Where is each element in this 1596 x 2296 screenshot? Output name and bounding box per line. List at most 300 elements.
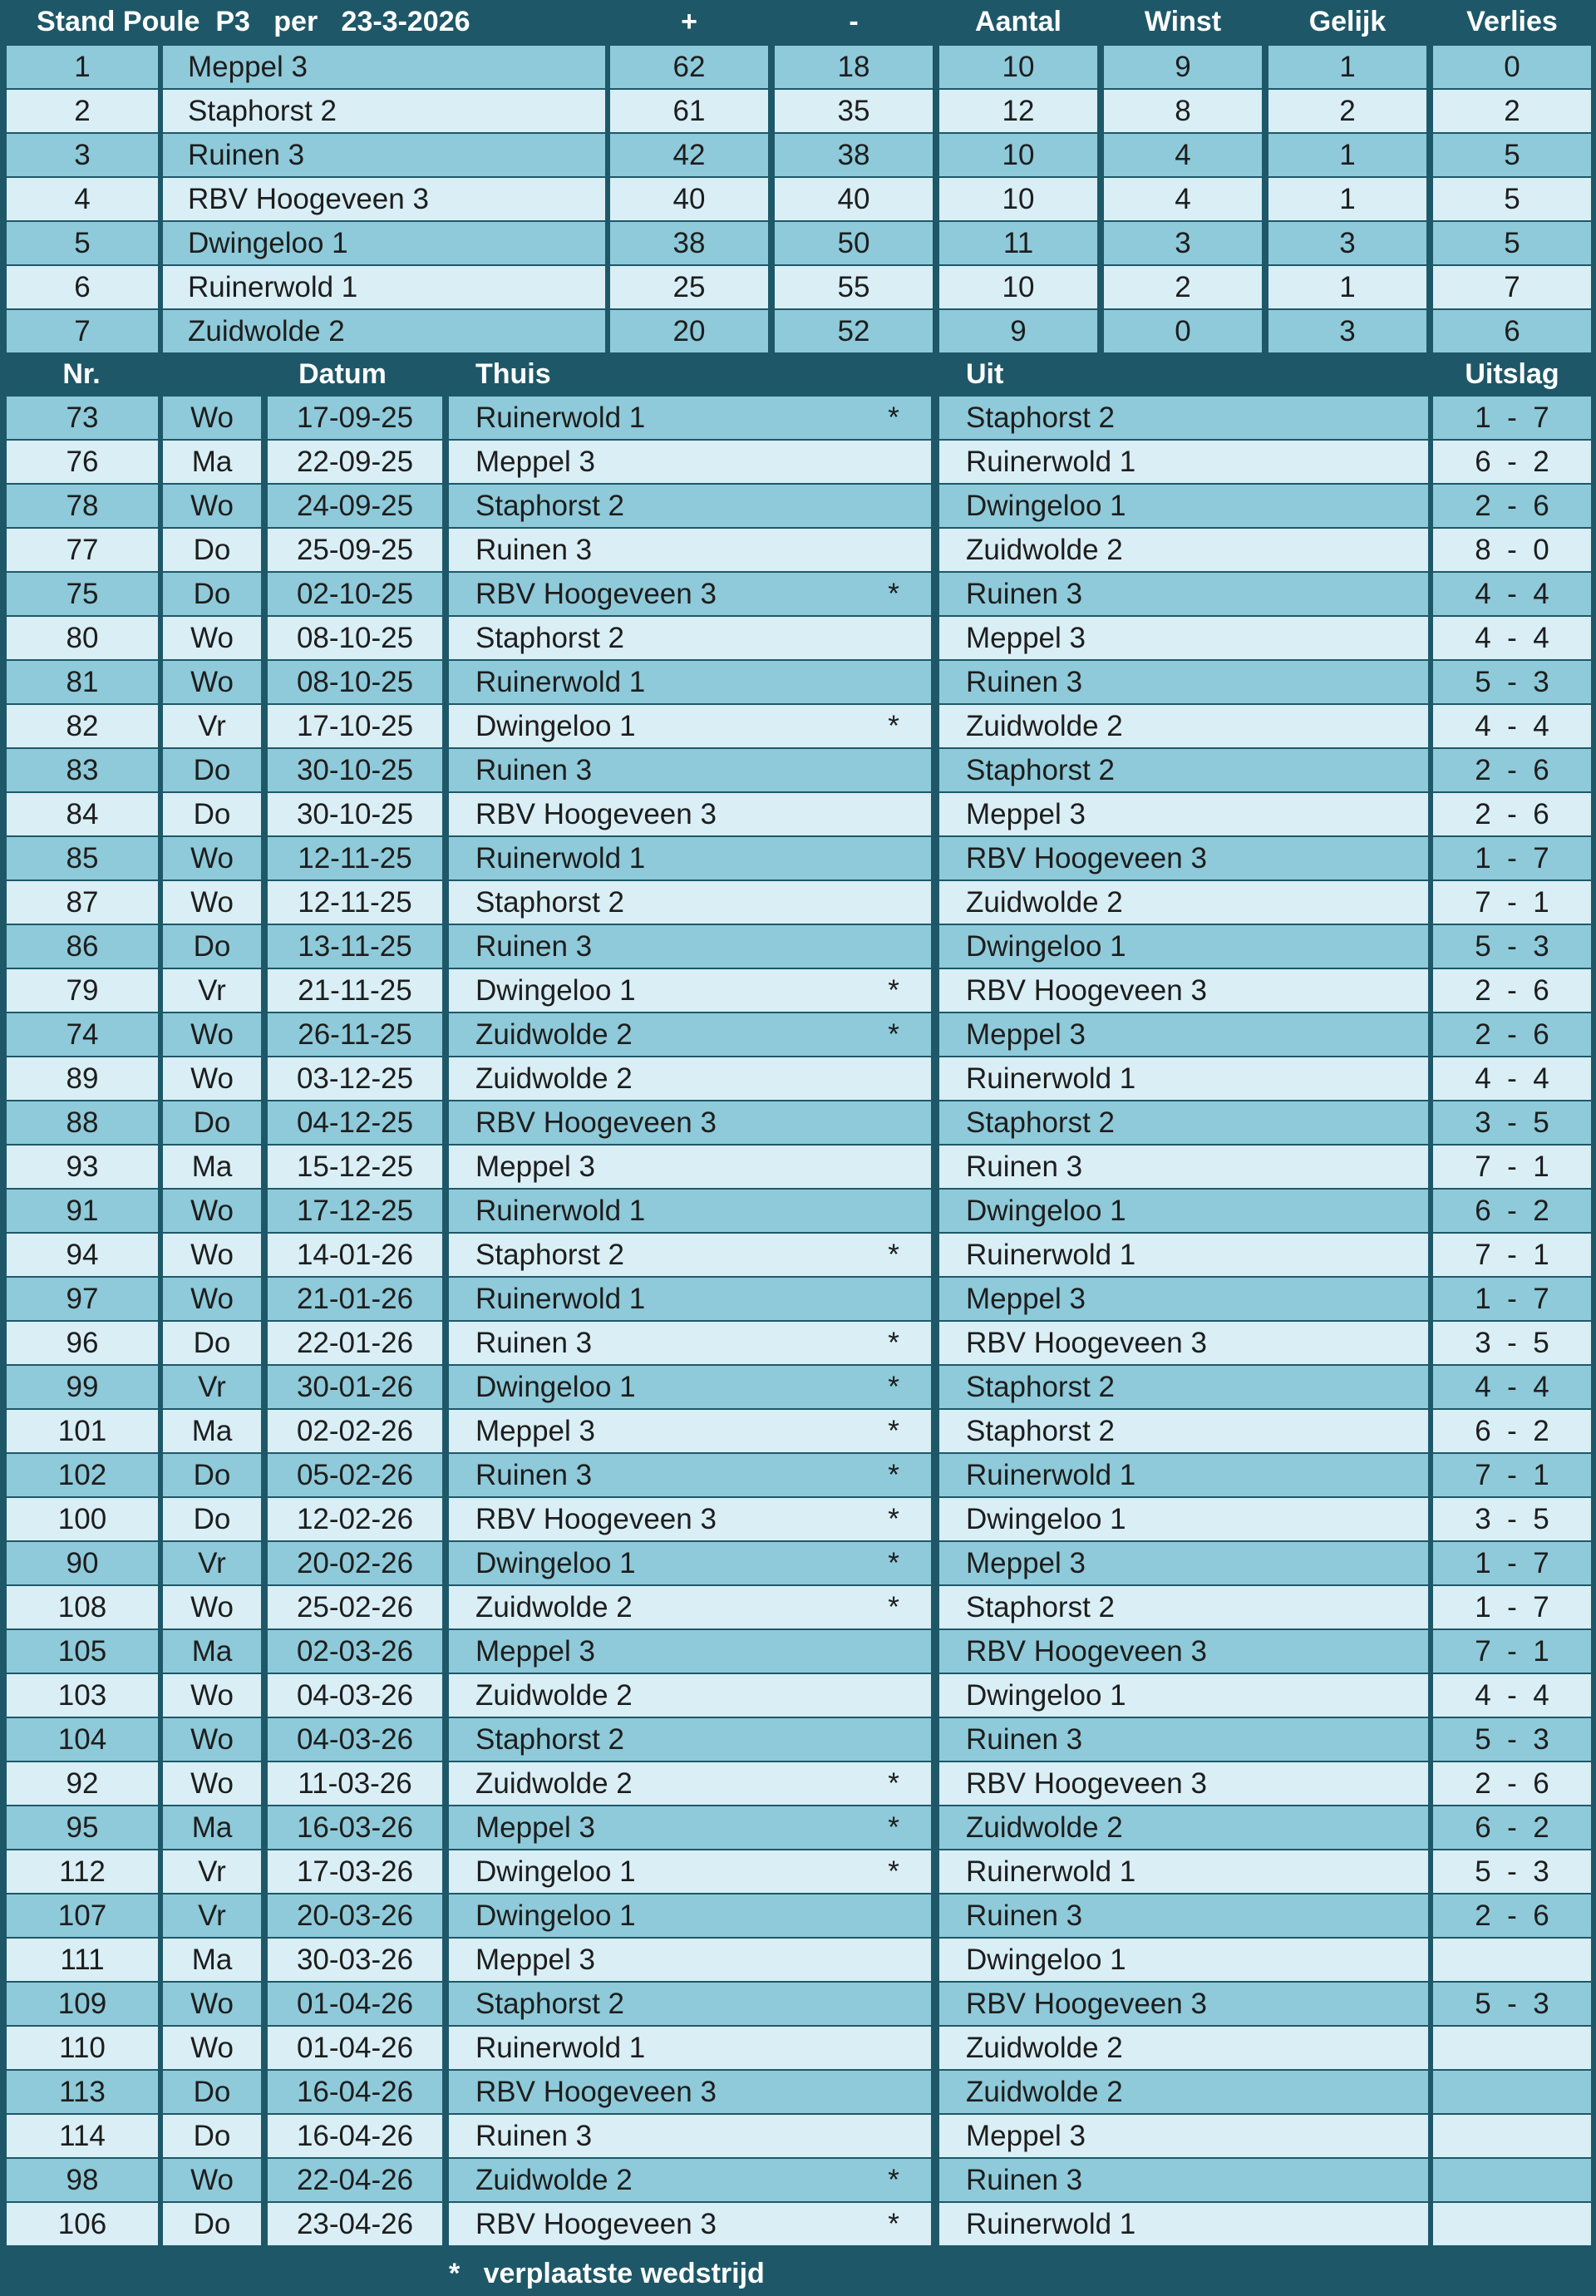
match-number: 93	[7, 1146, 158, 1188]
match-day: Wo	[163, 661, 261, 703]
header-nr: Nr.	[7, 355, 156, 394]
home-team: Meppel 3	[449, 1939, 856, 1981]
match-row	[0, 1939, 1596, 1981]
moved-marker	[856, 749, 931, 791]
points-for: 20	[610, 310, 768, 352]
match-row	[0, 529, 1596, 571]
home-team: Staphorst 2	[449, 485, 856, 527]
games-played: 10	[939, 134, 1097, 176]
away-team: Meppel 3	[939, 793, 1428, 835]
match-date: 30-10-25	[268, 749, 442, 791]
home-team: Zuidwolde 2	[449, 2159, 856, 2201]
match-number: 86	[7, 925, 158, 968]
home-team: Meppel 3	[449, 1806, 856, 1849]
match-number: 82	[7, 705, 158, 747]
points-for: 62	[610, 46, 768, 88]
games-won: 9	[1104, 46, 1262, 88]
home-team: Ruinerwold 1	[449, 397, 856, 439]
games-lost: 5	[1433, 178, 1591, 220]
match-day: Wo	[163, 1013, 261, 1056]
match-result: 3 - 5	[1433, 1322, 1591, 1364]
games-drawn: 3	[1268, 310, 1426, 352]
match-number: 84	[7, 793, 158, 835]
moved-marker	[856, 837, 931, 879]
home-team: Zuidwolde 2	[449, 1057, 856, 1100]
match-result: 6 - 2	[1433, 1806, 1591, 1849]
rank-cell: 3	[7, 134, 158, 176]
games-lost: 5	[1433, 134, 1591, 176]
games-drawn: 1	[1268, 46, 1426, 88]
match-date: 05-02-26	[268, 1454, 442, 1496]
match-result: 7 - 1	[1433, 1630, 1591, 1673]
home-team: Staphorst 2	[449, 1718, 856, 1761]
games-drawn: 1	[1268, 134, 1426, 176]
away-team: RBV Hoogeveen 3	[939, 1630, 1428, 1673]
away-team: Ruinen 3	[939, 1894, 1428, 1937]
match-row	[0, 2159, 1596, 2201]
match-row	[0, 969, 1596, 1012]
match-result: 6 - 2	[1433, 1410, 1591, 1452]
games-played: 12	[939, 90, 1097, 132]
moved-marker: *	[856, 1013, 931, 1056]
standings-row	[0, 266, 1596, 308]
match-result: 2 - 6	[1433, 969, 1591, 1012]
points-for: 40	[610, 178, 768, 220]
away-team: Meppel 3	[939, 1278, 1428, 1320]
match-result: 2 - 6	[1433, 793, 1591, 835]
home-team: Ruinerwold 1	[449, 1278, 856, 1320]
moved-marker	[856, 1939, 931, 1981]
away-team: Ruinen 3	[939, 1718, 1428, 1761]
match-number: 76	[7, 441, 158, 483]
match-row	[0, 1718, 1596, 1761]
match-date: 12-11-25	[268, 837, 442, 879]
team-name: RBV Hoogeveen 3	[163, 178, 605, 220]
games-drawn: 2	[1268, 90, 1426, 132]
match-result: 2 - 6	[1433, 485, 1591, 527]
match-number: 88	[7, 1101, 158, 1144]
match-number: 107	[7, 1894, 158, 1937]
match-number: 111	[7, 1939, 158, 1981]
moved-marker: *	[856, 1366, 931, 1408]
match-number: 105	[7, 1630, 158, 1673]
home-team: Ruinerwold 1	[449, 661, 856, 703]
match-result: 3 - 5	[1433, 1101, 1591, 1144]
points-against: 40	[775, 178, 933, 220]
games-won: 3	[1104, 222, 1262, 264]
moved-marker: *	[856, 1454, 931, 1496]
home-team: Ruinen 3	[449, 1322, 856, 1364]
match-number: 104	[7, 1718, 158, 1761]
match-day: Vr	[163, 1894, 261, 1937]
match-number: 90	[7, 1542, 158, 1584]
moved-marker: *	[856, 969, 931, 1012]
header-won: Winst	[1104, 0, 1262, 44]
match-result	[1433, 2071, 1591, 2113]
match-result: 4 - 4	[1433, 705, 1591, 747]
moved-marker	[856, 1894, 931, 1937]
moved-marker	[856, 1146, 931, 1188]
match-row	[0, 793, 1596, 835]
games-played: 9	[939, 310, 1097, 352]
standings-title: Stand Poule P3 per 23-3-2026	[0, 0, 605, 44]
match-date: 17-10-25	[268, 705, 442, 747]
games-lost: 6	[1433, 310, 1591, 352]
rank-cell: 6	[7, 266, 158, 308]
away-team: Meppel 3	[939, 617, 1428, 659]
match-day: Ma	[163, 441, 261, 483]
match-date: 30-01-26	[268, 1366, 442, 1408]
match-number: 77	[7, 529, 158, 571]
home-team: Dwingeloo 1	[449, 705, 856, 747]
match-row	[0, 1234, 1596, 1276]
home-team: Dwingeloo 1	[449, 1542, 856, 1584]
match-date: 22-01-26	[268, 1322, 442, 1364]
match-day: Do	[163, 1322, 261, 1364]
standings-row	[0, 178, 1596, 220]
away-team: RBV Hoogeveen 3	[939, 1983, 1428, 2025]
match-date: 30-10-25	[268, 793, 442, 835]
standings-header-row	[0, 0, 1596, 44]
home-team: Meppel 3	[449, 1410, 856, 1452]
match-day: Vr	[163, 1542, 261, 1584]
header-minus: -	[775, 0, 933, 44]
match-day: Do	[163, 1498, 261, 1540]
match-number: 100	[7, 1498, 158, 1540]
match-date: 03-12-25	[268, 1057, 442, 1100]
standings-row	[0, 134, 1596, 176]
moved-marker: *	[856, 1410, 931, 1452]
rank-cell: 4	[7, 178, 158, 220]
moved-marker: *	[856, 1542, 931, 1584]
match-day: Do	[163, 1101, 261, 1144]
match-day: Wo	[163, 485, 261, 527]
match-date: 04-03-26	[268, 1674, 442, 1717]
match-number: 73	[7, 397, 158, 439]
match-date: 25-02-26	[268, 1586, 442, 1628]
match-result: 5 - 3	[1433, 925, 1591, 968]
match-row	[0, 1894, 1596, 1937]
away-team: RBV Hoogeveen 3	[939, 1322, 1428, 1364]
home-team: Dwingeloo 1	[449, 1366, 856, 1408]
match-row	[0, 837, 1596, 879]
away-team: Dwingeloo 1	[939, 1190, 1428, 1232]
moved-marker	[856, 881, 931, 924]
match-result	[1433, 2159, 1591, 2201]
standings-row	[0, 222, 1596, 264]
match-result: 7 - 1	[1433, 881, 1591, 924]
match-number: 81	[7, 661, 158, 703]
rank-cell: 5	[7, 222, 158, 264]
match-result: 8 - 0	[1433, 529, 1591, 571]
match-row	[0, 881, 1596, 924]
match-date: 01-04-26	[268, 1983, 442, 2025]
match-number: 99	[7, 1366, 158, 1408]
home-team: RBV Hoogeveen 3	[449, 1498, 856, 1540]
match-row	[0, 1850, 1596, 1893]
match-result: 1 - 7	[1433, 397, 1591, 439]
match-day: Do	[163, 2071, 261, 2113]
match-day: Do	[163, 2203, 261, 2245]
games-played: 10	[939, 266, 1097, 308]
match-result	[1433, 2027, 1591, 2069]
points-against: 55	[775, 266, 933, 308]
match-row	[0, 2203, 1596, 2245]
away-team: Ruinen 3	[939, 661, 1428, 703]
moved-marker	[856, 2027, 931, 2069]
match-day: Do	[163, 529, 261, 571]
moved-marker	[856, 1278, 931, 1320]
match-day: Do	[163, 2115, 261, 2157]
away-team: Ruinen 3	[939, 573, 1428, 615]
match-result	[1433, 1939, 1591, 1981]
header-date: Datum	[268, 355, 417, 394]
home-team: Zuidwolde 2	[449, 1586, 856, 1628]
home-team: Zuidwolde 2	[449, 1674, 856, 1717]
match-date: 12-11-25	[268, 881, 442, 924]
games-lost: 0	[1433, 46, 1591, 88]
team-name: Dwingeloo 1	[163, 222, 605, 264]
match-row	[0, 1278, 1596, 1320]
match-row	[0, 661, 1596, 703]
match-day: Wo	[163, 1674, 261, 1717]
match-result: 4 - 4	[1433, 1674, 1591, 1717]
match-result: 4 - 4	[1433, 1366, 1591, 1408]
moved-marker	[856, 2071, 931, 2113]
away-team: Dwingeloo 1	[939, 485, 1428, 527]
team-name: Staphorst 2	[163, 90, 605, 132]
moved-marker: *	[856, 397, 931, 439]
games-drawn: 3	[1268, 222, 1426, 264]
away-team: Ruinerwold 1	[939, 1850, 1428, 1893]
header-result: Uitslag	[1433, 355, 1591, 394]
home-team: Dwingeloo 1	[449, 969, 856, 1012]
match-day: Vr	[163, 1366, 261, 1408]
away-team: Ruinerwold 1	[939, 1234, 1428, 1276]
team-name: Meppel 3	[163, 46, 605, 88]
match-day: Wo	[163, 1983, 261, 2025]
match-day: Do	[163, 1454, 261, 1496]
away-team: Ruinerwold 1	[939, 2203, 1428, 2245]
match-row	[0, 1101, 1596, 1144]
moved-marker: *	[856, 1762, 931, 1805]
match-number: 114	[7, 2115, 158, 2157]
match-date: 16-04-26	[268, 2071, 442, 2113]
home-team: Meppel 3	[449, 1146, 856, 1188]
match-number: 87	[7, 881, 158, 924]
away-team: Meppel 3	[939, 1013, 1428, 1056]
match-day: Vr	[163, 1850, 261, 1893]
match-number: 102	[7, 1454, 158, 1496]
match-row	[0, 1146, 1596, 1188]
away-team: Dwingeloo 1	[939, 1674, 1428, 1717]
points-against: 18	[775, 46, 933, 88]
match-result: 6 - 2	[1433, 1190, 1591, 1232]
away-team: Dwingeloo 1	[939, 1939, 1428, 1981]
moved-marker: *	[856, 1498, 931, 1540]
match-row	[0, 1806, 1596, 1849]
match-number: 78	[7, 485, 158, 527]
away-team: Ruinerwold 1	[939, 1454, 1428, 1496]
match-result: 2 - 6	[1433, 1762, 1591, 1805]
match-result: 7 - 1	[1433, 1234, 1591, 1276]
match-result: 5 - 3	[1433, 1983, 1591, 2025]
match-row	[0, 925, 1596, 968]
match-date: 22-04-26	[268, 2159, 442, 2201]
match-result: 4 - 4	[1433, 1057, 1591, 1100]
match-number: 108	[7, 1586, 158, 1628]
moved-marker: *	[856, 1586, 931, 1628]
match-date: 25-09-25	[268, 529, 442, 571]
games-won: 8	[1104, 90, 1262, 132]
match-date: 02-02-26	[268, 1410, 442, 1452]
moved-marker	[856, 617, 931, 659]
match-row	[0, 1366, 1596, 1408]
home-team: Staphorst 2	[449, 1983, 856, 2025]
home-team: Ruinerwold 1	[449, 2027, 856, 2069]
away-team: Zuidwolde 2	[939, 2027, 1428, 2069]
match-day: Do	[163, 573, 261, 615]
match-row	[0, 2027, 1596, 2069]
away-team: Zuidwolde 2	[939, 705, 1428, 747]
match-day: Wo	[163, 837, 261, 879]
away-team: Ruinen 3	[939, 1146, 1428, 1188]
match-day: Do	[163, 925, 261, 968]
match-result: 2 - 6	[1433, 1894, 1591, 1937]
match-row	[0, 1674, 1596, 1717]
match-number: 92	[7, 1762, 158, 1805]
team-name: Ruinerwold 1	[163, 266, 605, 308]
match-date: 21-01-26	[268, 1278, 442, 1320]
home-team: RBV Hoogeveen 3	[449, 2203, 856, 2245]
match-row	[0, 441, 1596, 483]
home-team: RBV Hoogeveen 3	[449, 2071, 856, 2113]
header-away: Uit	[939, 355, 1421, 394]
match-day: Wo	[163, 1057, 261, 1100]
moved-marker	[856, 793, 931, 835]
away-team: Staphorst 2	[939, 1366, 1428, 1408]
match-number: 85	[7, 837, 158, 879]
home-team: Ruinerwold 1	[449, 1190, 856, 1232]
games-drawn: 1	[1268, 178, 1426, 220]
points-for: 42	[610, 134, 768, 176]
match-number: 103	[7, 1674, 158, 1717]
match-date: 24-09-25	[268, 485, 442, 527]
match-number: 95	[7, 1806, 158, 1849]
match-date: 08-10-25	[268, 617, 442, 659]
match-row	[0, 705, 1596, 747]
match-number: 101	[7, 1410, 158, 1452]
away-team: Staphorst 2	[939, 1101, 1428, 1144]
match-date: 17-12-25	[268, 1190, 442, 1232]
moved-marker	[856, 1983, 931, 2025]
games-won: 0	[1104, 310, 1262, 352]
match-result: 6 - 2	[1433, 441, 1591, 483]
moved-marker: *	[856, 1322, 931, 1364]
match-date: 04-12-25	[268, 1101, 442, 1144]
home-team: Staphorst 2	[449, 1234, 856, 1276]
games-played: 10	[939, 46, 1097, 88]
games-won: 2	[1104, 266, 1262, 308]
match-row	[0, 1322, 1596, 1364]
match-row	[0, 1630, 1596, 1673]
match-row	[0, 573, 1596, 615]
home-team: Ruinen 3	[449, 749, 856, 791]
games-played: 10	[939, 178, 1097, 220]
match-day: Wo	[163, 1190, 261, 1232]
match-number: 109	[7, 1983, 158, 2025]
home-team: Zuidwolde 2	[449, 1762, 856, 1805]
home-team: RBV Hoogeveen 3	[449, 793, 856, 835]
match-result: 5 - 3	[1433, 661, 1591, 703]
schedule-header-row	[0, 355, 1596, 394]
match-number: 110	[7, 2027, 158, 2069]
header-lost: Verlies	[1433, 0, 1591, 44]
moved-marker	[856, 441, 931, 483]
moved-marker: *	[856, 1234, 931, 1276]
match-result: 1 - 7	[1433, 1278, 1591, 1320]
match-day: Ma	[163, 1806, 261, 1849]
moved-marker	[856, 529, 931, 571]
match-row	[0, 1542, 1596, 1584]
moved-marker	[856, 2115, 931, 2157]
games-lost: 5	[1433, 222, 1591, 264]
header-drawn: Gelijk	[1268, 0, 1426, 44]
match-result: 1 - 7	[1433, 837, 1591, 879]
match-day: Wo	[163, 1718, 261, 1761]
match-date: 02-10-25	[268, 573, 442, 615]
match-number: 96	[7, 1322, 158, 1364]
match-date: 13-11-25	[268, 925, 442, 968]
match-day: Ma	[163, 1630, 261, 1673]
header-played: Aantal	[939, 0, 1097, 44]
match-day: Do	[163, 793, 261, 835]
games-played: 11	[939, 222, 1097, 264]
match-date: 11-03-26	[268, 1762, 442, 1805]
points-against: 50	[775, 222, 933, 264]
match-date: 04-03-26	[268, 1718, 442, 1761]
header-home: Thuis	[449, 355, 931, 394]
match-number: 97	[7, 1278, 158, 1320]
games-lost: 2	[1433, 90, 1591, 132]
match-date: 20-02-26	[268, 1542, 442, 1584]
match-row	[0, 2071, 1596, 2113]
away-team: RBV Hoogeveen 3	[939, 969, 1428, 1012]
match-row	[0, 1983, 1596, 2025]
match-date: 16-03-26	[268, 1806, 442, 1849]
match-number: 83	[7, 749, 158, 791]
match-row	[0, 1190, 1596, 1232]
home-team: Meppel 3	[449, 441, 856, 483]
away-team: Staphorst 2	[939, 397, 1428, 439]
away-team: Meppel 3	[939, 1542, 1428, 1584]
points-against: 38	[775, 134, 933, 176]
home-team: RBV Hoogeveen 3	[449, 573, 856, 615]
match-day: Wo	[163, 1234, 261, 1276]
moved-marker	[856, 1674, 931, 1717]
match-day: Ma	[163, 1939, 261, 1981]
games-lost: 7	[1433, 266, 1591, 308]
match-day: Wo	[163, 1278, 261, 1320]
match-row	[0, 617, 1596, 659]
match-row	[0, 1410, 1596, 1452]
games-drawn: 1	[1268, 266, 1426, 308]
moved-marker	[856, 1630, 931, 1673]
moved-marker	[856, 485, 931, 527]
moved-marker: *	[856, 2203, 931, 2245]
away-team: Meppel 3	[939, 2115, 1428, 2157]
match-row	[0, 397, 1596, 439]
